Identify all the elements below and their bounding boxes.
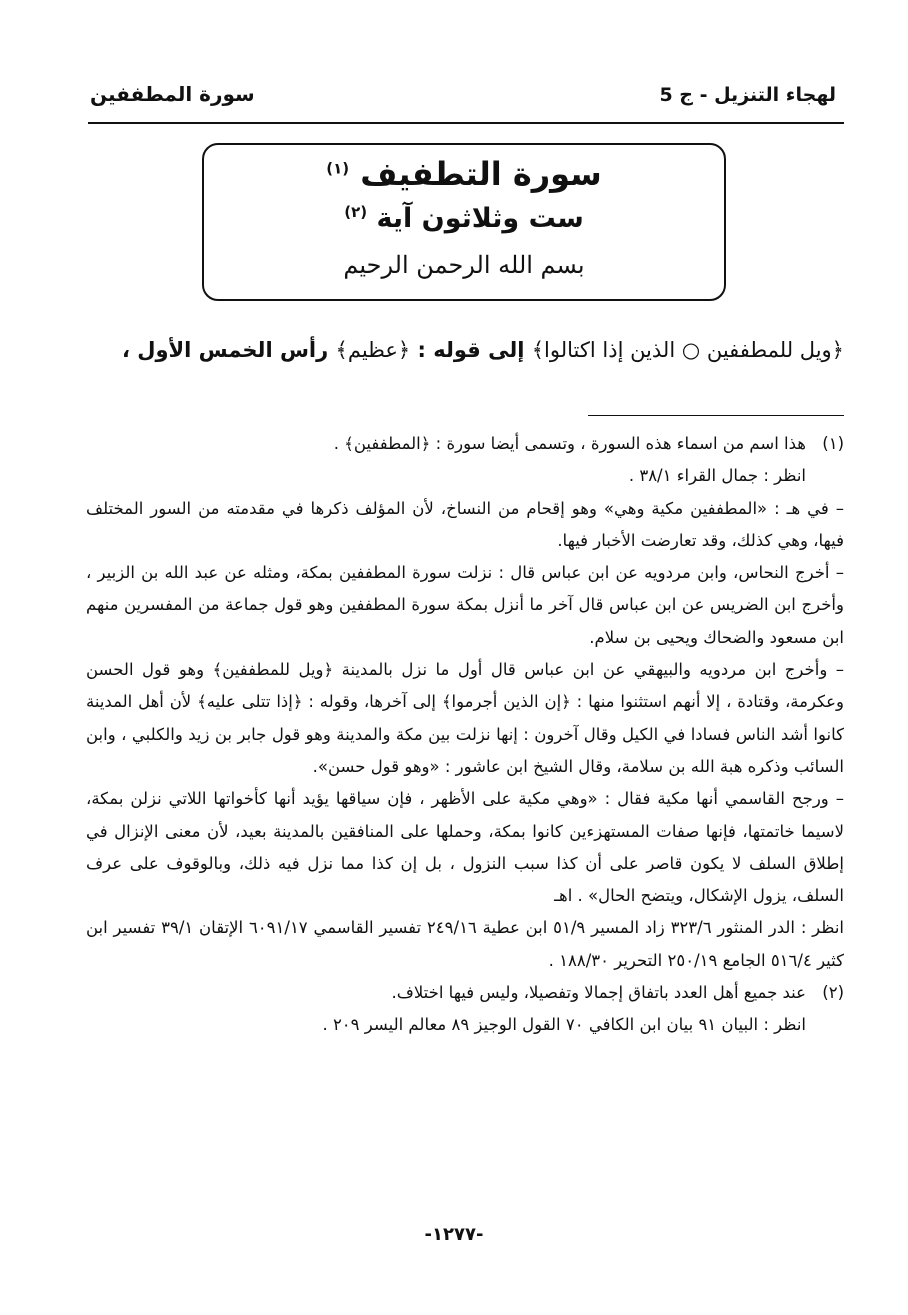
footnote-text: هذا اسم من اسماء هذه السورة ، وتسمى أيضا سورة : ﴿المطففين﴾ . — [333, 434, 806, 453]
header-rule — [88, 122, 844, 124]
footnote-text: – وأخرج ابن مردويه والبيهقي عن ابن عباس قال أول ما نزل بالمدينة ﴿ويل للمطففين﴾ وهو قول الحسن وعكرمة، وقتادة ، إلا أنهم استثنوا منها : ﴿إن الذين أجرموا﴾ إلى آخرها، وقوله : ﴿إذا تتلى عليه﴾ لأن أهل المدينة كانوا أشد الناس فسادا في الكيل وقال آخرون : إنها نزلت بين مكة والمدينة وهو قول جابر بن زيد والكلبي ، وابن السائب وذكره هبة الله بن سلامة، وقال الشيخ ابن عاشور : «وهو قول حسن». — [86, 660, 844, 776]
running-header-surah: سورة المطففين — [90, 82, 255, 106]
footnote-text: – أخرج النحاس، وابن مردويه عن ابن عباس قال : نزلت سورة المطففين بمكة، ومثله عن عبد الله بن الزبير ، وأخرج ابن الضريس عن ابن عباس قال آخر ما أنزل بمكة سورة المطففين وهو قول جماعة من المفسرين منهم ابن مسعود والضحاك ويحيى بن سلام. — [86, 563, 844, 647]
verse-until: إلى قوله : — [417, 338, 525, 362]
footnote-text: – في هـ : «المطففين مكية وهي» وهو إقحام من النساخ، لأن المؤلف ذكرها في مقدمته من السور المختلف فيها، وهي كذلك، وقد تعارضت الأخبار فيها. — [86, 498, 844, 550]
footnote-separator — [588, 415, 844, 416]
running-header-book: لهجاء التنزيل - ج 5 — [659, 84, 836, 106]
footnote-number: (١) — [822, 434, 844, 453]
surah-title-line — [204, 155, 724, 193]
verse-count-line — [204, 203, 724, 234]
footnote-text: انظر : الدر المنثور ٣٢٣/٦ زاد المسير ٥١/٩ ابن عطية ٢٤٩/١٦ تفسير القاسمي ٦٠٩١/١٧ الإتقان ٣٩/١ تفسير ابن كثير ٥١٦/٤ الجامع ٢٥٠/١٩ التحرير ١٨٨/٣٠ . — [86, 918, 844, 970]
footnote-ref-2: (٢) — [344, 203, 368, 221]
footnote-text: انظر : جمال القراء ٣٨/١ . — [628, 466, 806, 486]
footnote-text: – ورجح القاسمي أنها مكية فقال : «وهي مكية على الأظهر ، فإن سياقها يؤيد أنها كأخواتها اللاتي نزلن بمكة، لاسيما خاتمتها، فإنها صفات المستهزءين كانوا بمكة، وحملها على المنافقين بالمدينة بعيد، لأن معنى الإنزال في إطلاق السلف لا يكون قاصر على أن كذا سبب النزول ، بل إن كذا مما نزل فيه ذلك، وبالوقوف على عرف السلف، يزول الإشكال، ويتضح الحال» . اهـ — [86, 789, 844, 906]
verse-count: ست وثلاثون آية — [376, 203, 584, 234]
verse-division-label: رأس الخمس الأول ، — [121, 338, 329, 362]
footnote-1-line — [86, 428, 844, 460]
footnote-number: (٢) — [822, 983, 844, 1003]
footnote-ref-1: (١) — [326, 159, 350, 178]
surah-title-frame — [202, 143, 726, 301]
footnote-text: عند جميع أهل العدد باتفاق إجمالا وتفصيلا، وليس فيها اختلاف. — [391, 983, 806, 1003]
surah-title: سورة التطفيف — [360, 155, 602, 193]
page-number: -١٢٧٧- — [424, 1224, 484, 1245]
verse-division-line — [86, 338, 844, 362]
footnote-2-line — [86, 977, 844, 1009]
verse-end-word: ﴿عظيم﴾ — [335, 338, 411, 362]
footnote-text: انظر : البيان ٩١ بيان ابن الكافي ٧٠ القول الوجيز ٨٩ معالم اليسر ٢٠٩ . — [322, 1015, 806, 1035]
basmala: بسم الله الرحمن الرحيم — [343, 251, 585, 279]
footnotes — [86, 428, 844, 1042]
verse-quote: ﴿ويل للمطففين ○ الذين إذا اكتالوا﴾ — [531, 338, 844, 362]
